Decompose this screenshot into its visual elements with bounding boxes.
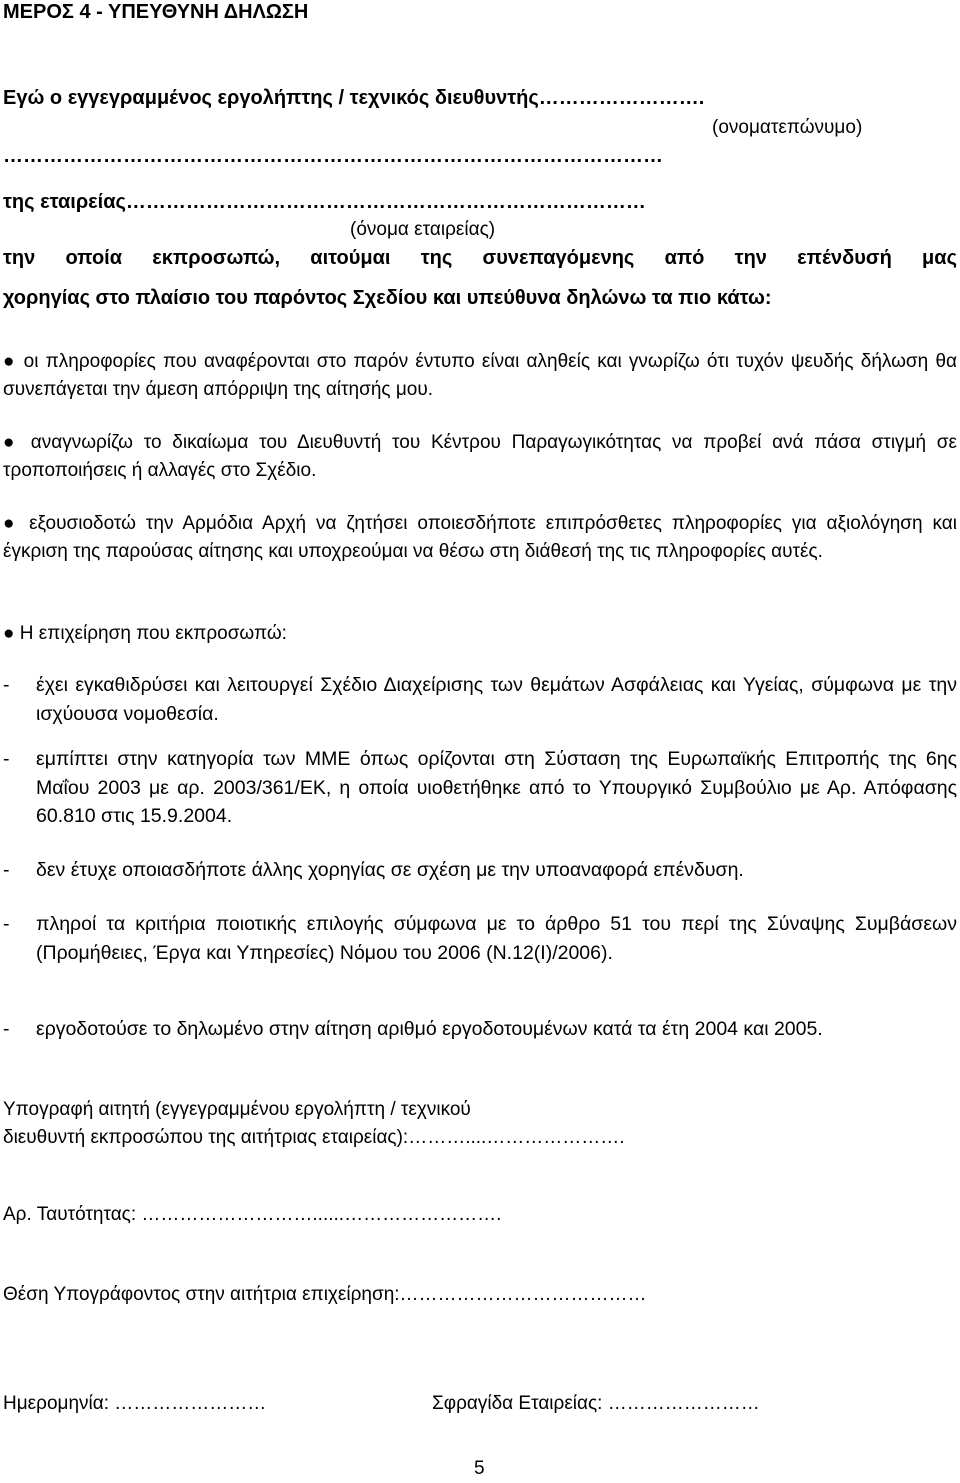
business-item-4: πληροί τα κριτήρια ποιοτικής επιλογής σύμφωνα με το άρθρο 51 του περί της Σύναψης Συμβάσεων (Προμήθειες, Έργα και Υπηρεσίες) Νόμου του 2006 (Ν.12(Ι)/2006).	[36, 913, 957, 964]
business-item-1: έχει εγκαθιδρύσει και λειτουργεί Σχέδιο Διαχείρισης των θεμάτων Ασφάλειας και Υγείας, σύμφωνα με την ισχύουσα νομοθεσία.	[36, 674, 957, 725]
business-item-2: εμπίπτει στην κατηγορία των ΜΜΕ όπως ορίζονται στη Σύσταση της Ευρωπαϊκής Επιτροπής της 6ης Μαΐου 2003 με αρ. 2003/361/ΕΚ, η οποία υιοθετήθηκε από το Υπουργικό Συμβούλιο με Αρ. Απόφασης 60.810 στις 15.9.2004.	[36, 748, 957, 827]
company-line: της εταιρείας……………………………………………………………………	[3, 191, 646, 213]
declaration-3: ● εξουσιοδοτώ την Αρμόδια Αρχή να ζητήσει οποιεσδήποτε επιπρόσθετες πληροφορίες για αξιολόγηση και έγκριση της παρούσας αίτησης και υποχρεούμαι να θέσω στη διάθεσή της τις πληροφορίες αυτές.	[3, 513, 957, 562]
company-stamp-line: Σφραγίδα Εταιρείας: ……………………	[432, 1393, 760, 1414]
dash-icon: -	[3, 859, 10, 881]
bullet-icon: ●	[3, 513, 20, 534]
dash-icon: -	[3, 1018, 10, 1040]
request-line-1: την οποία εκπροσωπώ, αιτούμαι της συνεπαγόμενης από την επένδυσή μας	[3, 247, 957, 269]
section-title: ΜΕΡΟΣ 4 - ΥΠΕΥΘΥΝΗ ΔΗΛΩΣΗ	[3, 1, 309, 23]
dash-icon: -	[3, 913, 10, 935]
name-hint: (ονοματεπώνυμο)	[712, 117, 863, 138]
position-line: Θέση Υπογράφοντος στην αιτήτρια επιχείρηση:…………………………………	[3, 1284, 647, 1305]
bullet-icon: ●	[3, 351, 17, 372]
declaration-1: ● οι πληροφορίες που αναφέρονται στο παρόν έντυπο είναι αληθείς και γνωρίζω ότι τυχόν ψευδής δήλωση θα συνεπάγεται την άμεση απόρριψη της αίτησής μου.	[3, 351, 957, 400]
bullet-icon: ●	[3, 623, 15, 644]
business-item-3: δεν έτυχε οποιασδήποτε άλλης χορηγίας σε σχέση με την υποαναφορά επένδυση.	[36, 859, 744, 881]
bullet-icon: ●	[3, 432, 20, 453]
id-number-line: Αρ. Ταυτότητας: ………………………......…………………….	[3, 1204, 502, 1225]
declarant-intro: Εγώ ο εγγεγραμμένος εργολήπτης / τεχνικός διευθυντής…………………….	[3, 87, 705, 109]
dash-icon: -	[3, 748, 10, 770]
signature-label-2: διευθυντή εκπροσώπου της αιτήτριας εταιρείας):………....………………….	[3, 1127, 625, 1148]
signature-label-1: Υπογραφή αιτητή (εγγεγραμμένου εργολήπτη / τεχνικού	[3, 1099, 471, 1120]
declaration-2: ● αναγνωρίζω το δικαίωμα του Διευθυντή του Κέντρου Παραγωγικότητας να προβεί ανά πάσα στιγμή σε τροποποιήσεις ή αλλαγές στο Σχέδιο.	[3, 432, 958, 481]
business-item-5: εργοδοτούσε το δηλωμένο στην αίτηση αριθμό εργοδοτουμένων κατά τα έτη 2004 και 2005.	[36, 1018, 823, 1040]
dots-line: ………………………………………………………………………………………	[3, 145, 663, 167]
dash-icon: -	[3, 674, 10, 696]
request-line-2: χορηγίας στο πλαίσιο του παρόντος Σχεδίου και υπεύθυνα δηλώνω τα πιο κάτω:	[3, 287, 772, 309]
page-number: 5	[474, 1458, 485, 1479]
date-line: Ημερομηνία: ……………………	[3, 1393, 267, 1414]
declaration-4: ● Η επιχείρηση που εκπροσωπώ:	[3, 623, 287, 644]
company-hint: (όνομα εταιρείας)	[350, 219, 496, 240]
